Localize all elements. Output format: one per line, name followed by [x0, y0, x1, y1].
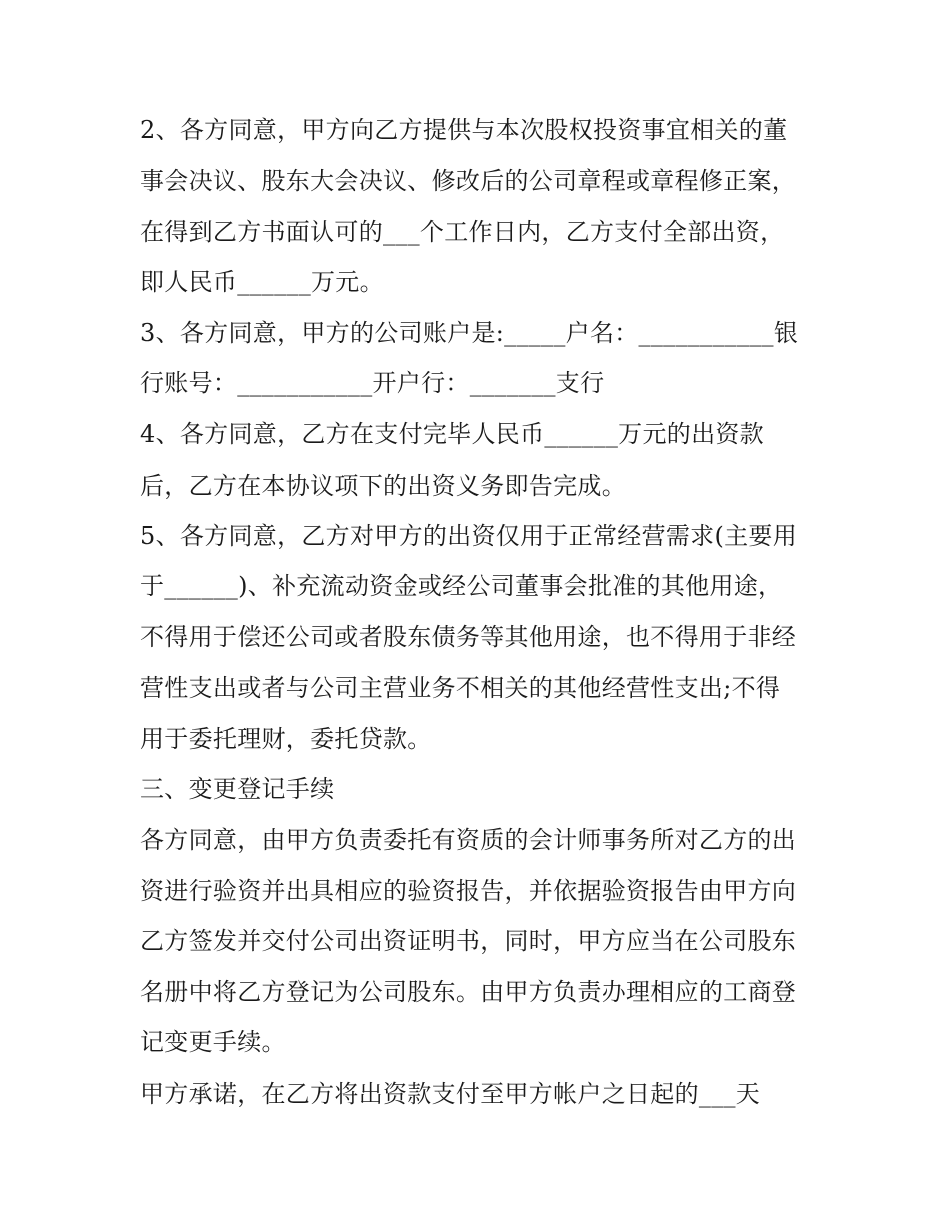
paragraph-line: 记变更手续。	[140, 1028, 286, 1056]
paragraph-line: 后，乙方在本协议项下的出资义务即告完成。	[140, 472, 626, 500]
paragraph-line: 在得到乙方书面认可的___个工作日内，乙方支付全部出资，	[140, 218, 785, 246]
paragraph-line: 营性支出或者与公司主营业务不相关的其他经营性支出;不得	[140, 674, 781, 702]
paragraph-line: 用于委托理财，委托贷款。	[140, 725, 432, 753]
paragraph-line: 甲方承诺，在乙方将出资款支付至甲方帐户之日起的___天	[140, 1080, 761, 1108]
paragraph-line: 即人民币______万元。	[140, 268, 384, 296]
paragraph-line: 名册中将乙方登记为公司股东。由甲方负责办理相应的工商登	[140, 978, 797, 1006]
paragraph-line: 不得用于偿还公司或者股东债务等其他用途，也不得用于非经	[140, 623, 797, 651]
paragraph-line: 于______)、补充流动资金或经公司董事会批准的其他用途，	[140, 572, 783, 600]
section-heading: 三、变更登记手续	[140, 775, 335, 803]
paragraph-line: 乙方签发并交付公司出资证明书，同时，甲方应当在公司股东	[140, 927, 797, 955]
paragraph-line: 事会决议、股东大会决议、修改后的公司章程或章程修正案，	[140, 167, 797, 195]
paragraph-line: 3、各方同意，甲方的公司账户是:_____户名：___________银	[140, 319, 799, 347]
paragraph-line: 资进行验资并出具相应的验资报告，并依据验资报告由甲方向	[140, 877, 797, 905]
paragraph-line: 各方同意，由甲方负责委托有资质的会计师事务所对乙方的出	[140, 826, 797, 854]
paragraph-line: 5、各方同意，乙方对甲方的出资仅用于正常经营需求(主要用	[140, 522, 798, 550]
paragraph-line: 行账号：___________开户行：_______支行	[140, 369, 605, 397]
paragraph-line: 2、各方同意，甲方向乙方提供与本次股权投资事宜相关的董	[140, 116, 788, 144]
paragraph-line: 4、各方同意，乙方在支付完毕人民币______万元的出资款	[140, 420, 764, 448]
